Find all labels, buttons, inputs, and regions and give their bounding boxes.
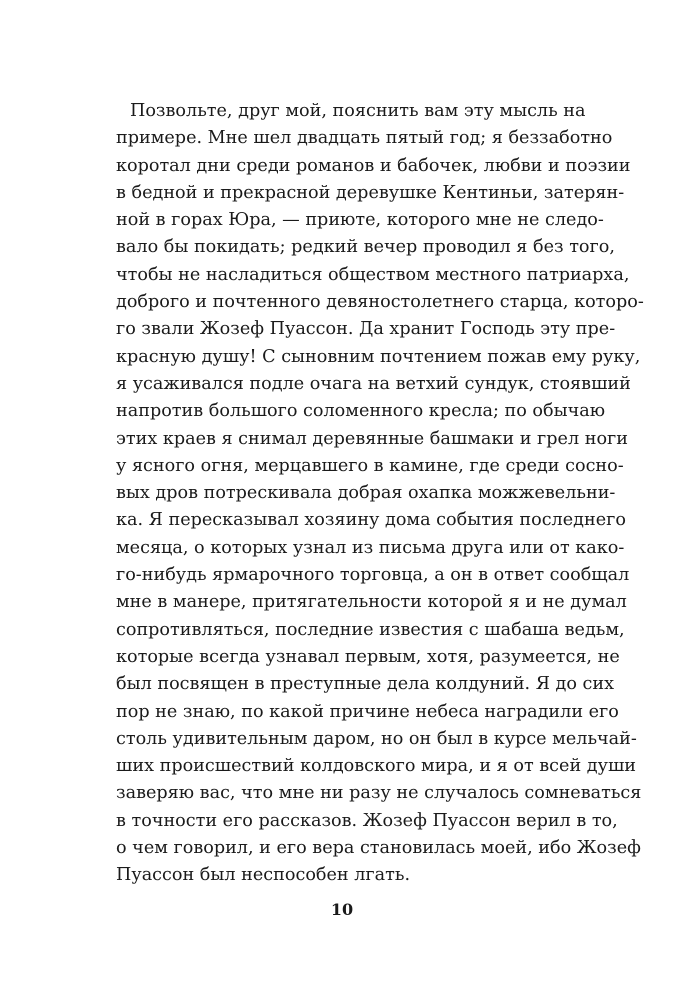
text-line: у ясного огня, мерцавшего в камине, где среди сосно- [116,455,624,476]
text-line: коротал дни среди романов и бабочек, любви и поэзии [116,155,631,176]
text-line: сопротивляться, последние известия с шабаша ведьм, [116,619,625,640]
text-line: ной в горах Юра, — приюте, которого мне не следо- [116,210,604,231]
text-line: в точности его рассказов. Жозеф Пуассон верил в то, [116,810,618,831]
text-line: го-нибудь ярмарочного торговца, а он в ответ сообщал [116,565,630,586]
page-number: 10 [330,900,354,919]
text-line: заверяю вас, что мне ни разу не случалось сомневаться [116,783,642,804]
text-line: ших происшествий колдовского мира, и я от всей души [116,756,637,777]
text-line: Пуассон был неспособен лгать. [116,865,411,886]
text-line: напротив большого соломенного кресла; по обычаю [116,401,606,422]
text-line: был посвящен в преступные дела колдуний. Я до сих [116,674,615,695]
text-line: вых дров потрескивала добрая охапка можжевельни- [116,483,616,504]
text-line: вало бы покидать; редкий вечер проводил я без того, [116,237,615,258]
text-line: столь удивительным даром, но он был в курсе мельчай- [116,728,637,749]
text-line: мне в манере, притягательности которой я и не думал [116,592,627,613]
text-line: в бедной и прекрасной деревушке Кентиньи, затерян- [116,182,625,203]
text-line: доброго и почтенного девяностолетнего старца, которо- [116,292,644,313]
text-line: примере. Мне шел двадцать пятый год; я беззаботно [116,128,613,149]
text-line: месяца, о которых узнал из письма друга или от како- [116,537,625,558]
text-line: я усаживался подле очага на ветхий сундук, стоявший [116,373,631,394]
text-line: этих краев я снимал деревянные башмаки и грел ноги [116,428,628,449]
text-line: Позвольте, друг мой, пояснить вам эту мысль на [130,101,586,121]
text-line: красную душу! С сыновним почтением пожав ему руку, [116,346,641,367]
text-line: ка. Я пересказывал хозяину дома события последнего [116,510,626,531]
text-line: пор не знаю, по какой причине небеса наградили его [116,701,619,722]
paragraph [116,98,644,890]
text-line: которые всегда узнавал первым, хотя, разумеется, не [116,646,620,667]
text-line: го звали Жозеф Пуассон. Да хранит Господь эту пре- [116,319,616,340]
text-line: чтобы не насладиться обществом местного патриарха, [116,264,630,285]
text-line: о чем говорил, и его вера становилась моей, ибо Жозеф [116,838,641,859]
